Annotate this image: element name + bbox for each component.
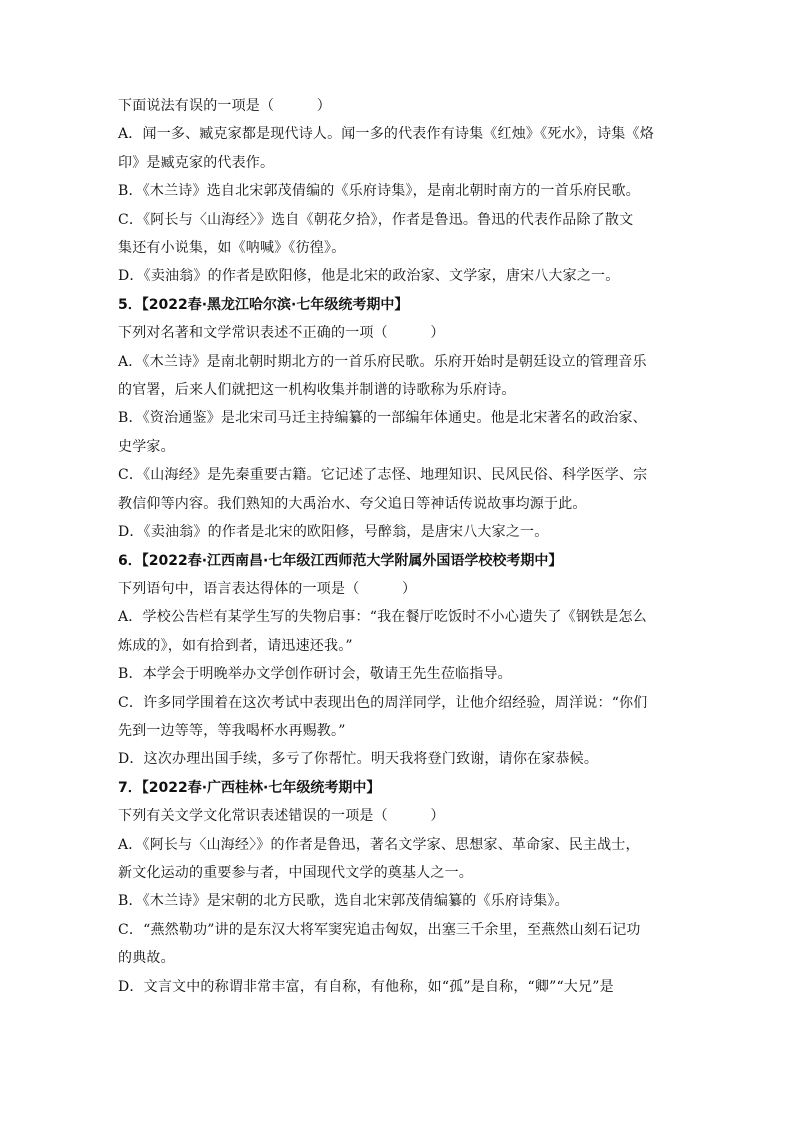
option-line: B．《资治通鉴》是北宋司马迁主持编纂的一部编年体通史。他是北宋著名的政治家、	[118, 410, 647, 427]
option-b	[118, 660, 674, 688]
option-line: D．《卖油翁》的作者是北宋的欧阳修，号醉翁，是唐宋八大家之一。	[118, 524, 549, 541]
question-6	[118, 547, 674, 774]
option-line: C．《阿长与〈山海经〉》选自《朝花夕拾》，作者是鲁迅。鲁迅的代表作品除了散文	[118, 211, 634, 228]
option-line: 先到一边等等，等我喝杯水再赐教。”	[118, 722, 346, 739]
option-line: C．《山海经》是先秦重要古籍。它记述了志怪、地理知识、民风民俗、科学医学、宗	[118, 467, 648, 484]
option-line: 史学家。	[118, 438, 175, 455]
option-line: A．《阿长与〈山海经〉》的作者是鲁迅，著名文学家、思想家、革命家、民主战士，	[118, 836, 640, 853]
document-page	[118, 92, 674, 1001]
question-stem: 下列语句中，语言表达得体的一项是（ ）	[118, 580, 417, 597]
option-b	[118, 404, 674, 461]
option-d	[118, 518, 674, 546]
option-line: D．文言文中的称谓非常丰富，有自称，有他称，如“孤”是自称，“卿”“大兄”是	[118, 978, 614, 995]
option-line: B．《木兰诗》选自北宋郭茂倩编的《乐府诗集》，是南北朝时南方的一首乐府民歌。	[118, 183, 640, 200]
option-line: 的官署，后来人们就把这一机构收集并制谱的诗歌称为乐府诗。	[118, 382, 516, 399]
option-line: C．“燕然勒功”讲的是东汉大将军窦宪追击匈奴，出塞三千余里，至燕然山刻石记功	[118, 921, 641, 938]
question-4	[118, 92, 674, 291]
option-b	[118, 887, 674, 915]
question-header: 7．【2022春·广西桂林·七年级统考期中】	[118, 779, 381, 796]
question-7	[118, 774, 674, 1001]
option-line: C．许多同学围着在这次考试中表现出色的周洋同学，让他介绍经验，周洋说：“你们	[118, 694, 648, 711]
option-a	[118, 831, 674, 888]
question-header: 6．【2022春·江西南昌·七年级江西师范大学附属外国语学校校考期中】	[118, 552, 563, 569]
question-stem: 下面说法有误的一项是（ ）	[118, 98, 331, 114]
question-stem: 下列对名著和文学常识表述不正确的一项（ ）	[118, 325, 445, 342]
question-header: 5．【2022春·黑龙江哈尔滨·七年级统考期中】	[118, 296, 409, 313]
option-b	[118, 177, 674, 205]
option-c	[118, 206, 674, 263]
option-a	[118, 603, 674, 660]
option-line: D．这次办理出国手续，多亏了你帮忙。明天我将登门致谢，请你在家恭候。	[118, 751, 599, 768]
option-line: 的典故。	[118, 950, 175, 967]
option-line: 新文化运动的重要参与者，中国现代文学的奠基人之一。	[118, 864, 473, 881]
question-5	[118, 291, 674, 547]
option-line: A．闻一多、臧克家都是现代诗人。闻一多的代表作有诗集《红烛》《死水》，诗集《烙	[118, 126, 654, 143]
question-stem: 下列有关文学文化常识表述错误的一项是（ ）	[118, 808, 445, 825]
option-d	[118, 262, 674, 290]
option-d	[118, 745, 674, 773]
option-line: 印》是臧克家的代表作。	[118, 154, 275, 171]
option-line: 炼成的》，如有拾到者，请迅速还我。”	[118, 637, 353, 654]
option-line: 教信仰等内容。我们熟知的大禹治水、夸父追日等神话传说故事均源于此。	[118, 495, 587, 512]
option-line: 集还有小说集，如《呐喊》《彷徨》。	[118, 240, 346, 257]
option-a	[118, 348, 674, 405]
option-line: A．《木兰诗》是南北朝时期北方的一首乐府民歌。乐府开始时是朝廷设立的管理音乐	[118, 353, 647, 370]
option-line: B．《木兰诗》是宋朝的北方民歌，选自北宋郭茂倩编纂的《乐府诗集》。	[118, 893, 569, 910]
option-line: B．本学会于明晚举办文学创作研讨会，敬请王先生莅临指导。	[118, 666, 512, 683]
option-c	[118, 689, 674, 746]
option-c	[118, 461, 674, 518]
option-line: A．学校公告栏有某学生写的失物启事：“我在餐厅吃饭时不小心遗失了《钢铁是怎么	[118, 609, 647, 626]
option-a	[118, 120, 674, 177]
option-c	[118, 916, 674, 973]
option-d	[118, 973, 674, 1001]
option-line: D．《卖油翁》的作者是欧阳修，他是北宋的政治家、文学家，唐宋八大家之一。	[118, 268, 620, 285]
